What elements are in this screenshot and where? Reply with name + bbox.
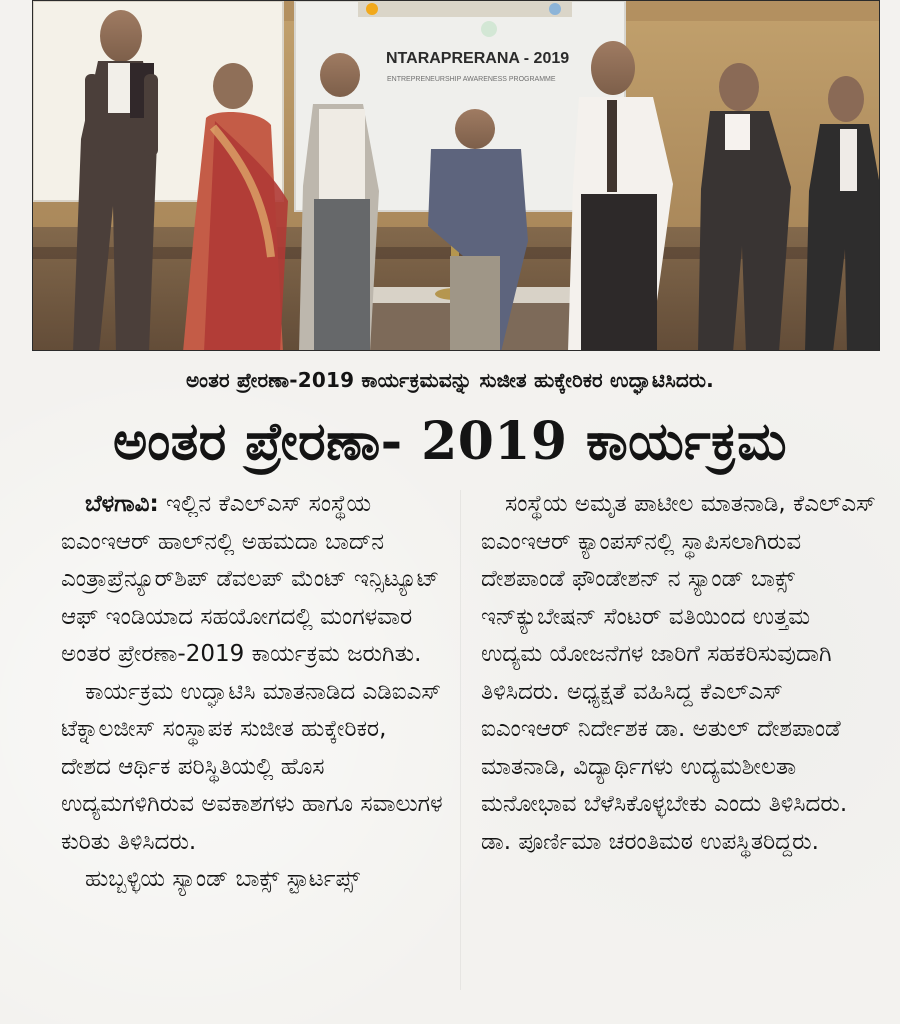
article-column-left bbox=[61, 486, 443, 899]
article-paragraph-right-1: ಸಂಸ್ಥೆಯ ಅಮೃತ ಪಾಟೀಲ ಮಾತನಾಡಿ, ಕೆಎಲ್ಎಸ್ ಐಎಂಇಆರ್ ಕ್ಯಾಂಪಸ್‌ನಲ್ಲಿ ಸ್ಥಾಪಿಸಲಾಗಿರುವ ದೇಶಪಾಂಡೆ ಫೌಂಡೇಶನ್ ನ ಸ್ಯಾಂಡ್ ಬಾಕ್ಸ್ ಇನ್‌ಕ್ಯುಬೇಷನ್ ಸೆಂಟರ್ ವತಿಯಿಂದ ಉತ್ತಮ ಉದ್ಯಮ ಯೋಜನೆಗಳ ಜಾರಿಗೆ ಸಹಕರಿಸುವುದಾಗಿ ತಿಳಿಸಿದರು. ಅಧ್ಯಕ್ಷತೆ ವಹಿಸಿದ್ದ ಕೆಎಲ್ಎಸ್ ಐಎಂಇಆರ್ ನಿರ್ದೇಶಕ ಡಾ. ಅತುಲ್ ದೇಶಪಾಂಡೆ ಮಾತನಾಡಿ, ವಿದ್ಯಾರ್ಥಿಗಳು ಉದ್ಯಮಶೀಲತಾ ಮನೋಭಾವ ಬೆಳೆಸಿಕೊಳ್ಳಬೇಕು ಎಂದು ತಿಳಿಸಿದರು. ಡಾ. ಪೂರ್ಣಿಮಾ ಚರಂತಿಮಠ ಉಪಸ್ಥಿತರಿದ್ದರು. bbox=[481, 491, 876, 855]
banner-text: NTARAPRERANA - 2019 bbox=[386, 50, 570, 67]
event-photo bbox=[32, 0, 880, 351]
headline: ಅಂತರ ಪ್ರೇರಣಾ- 2019 ಕಾರ್ಯಕ್ರಮ bbox=[113, 411, 787, 472]
left-paragraph-1-text: ಇಲ್ಲಿನ ಕೆಎಲ್ಎಸ್ ಸಂಸ್ಥೆಯ ಐಎಂಇಆರ್ ಹಾಲ್‌ನಲ್ಲಿ ಅಹಮದಾ ಬಾದ್‌ನ ಎಂತ್ರಾಪ್ರೆನ್ಯೂರ್‌ಶಿಪ್ ಡೆವಲಪ್ ಮೆಂಟ್ ಇನ್ಸಿಟ್ಯೂಟ್ ಆಫ್ ಇಂಡಿಯಾದ ಸಹಯೋಗದಲ್ಲಿ ಮಂಗಳವಾರ ಅಂತರ ಪ್ರೇರಣಾ-2019 ಕಾರ್ಯಕ್ರಮ ಜರುಗಿತು. bbox=[61, 491, 440, 667]
banner-subtext: ENTREPRENEURSHIP AWARENESS PROGRAMME bbox=[387, 76, 556, 83]
article-paragraph-2: ಕಾರ್ಯಕ್ರಮ ಉದ್ಘಾಟಿಸಿ ಮಾತನಾಡಿದ ಎಡಿಐಎಸ್ ಟೆಕ್ನಾಲಜೀಸ್ ಸಂಸ್ಥಾಪಕ ಸುಜೀತ ಹುಕ್ಕೇರಿಕರ, ದೇಶದ ಆರ್ಥಿಕ ಪರಿಸ್ಥಿತಿಯಲ್ಲಿ ಹೊಸ ಉದ್ಯಮಗಳಿಗಿರುವ ಅವಕಾಶಗಳು ಹಾಗೂ ಸವಾಲುಗಳ ಕುರಿತು ತಿಳಿಸಿದರು. bbox=[61, 678, 443, 855]
dateline: ಬೆಳಗಾವಿ: bbox=[85, 491, 159, 517]
article-paragraph-3: ಹುಬ್ಬಳ್ಳಿಯ ಸ್ಯಾಂಡ್ ಬಾಕ್ಸ್ ಸ್ಟಾರ್ಟಪ್ಸ್ bbox=[85, 866, 360, 892]
article-column-right bbox=[481, 486, 878, 861]
photo-caption: ಅಂತರ ಪ್ರೇರಣಾ-2019 ಕಾರ್ಯಕ್ರಮವನ್ನು ಸುಜೀತ ಹುಕ್ಕೇರಿಕರ ಉದ್ಘಾಟಿಸಿದರು. bbox=[186, 368, 714, 392]
article-paragraph-1 bbox=[61, 486, 443, 674]
column-divider bbox=[460, 490, 461, 990]
